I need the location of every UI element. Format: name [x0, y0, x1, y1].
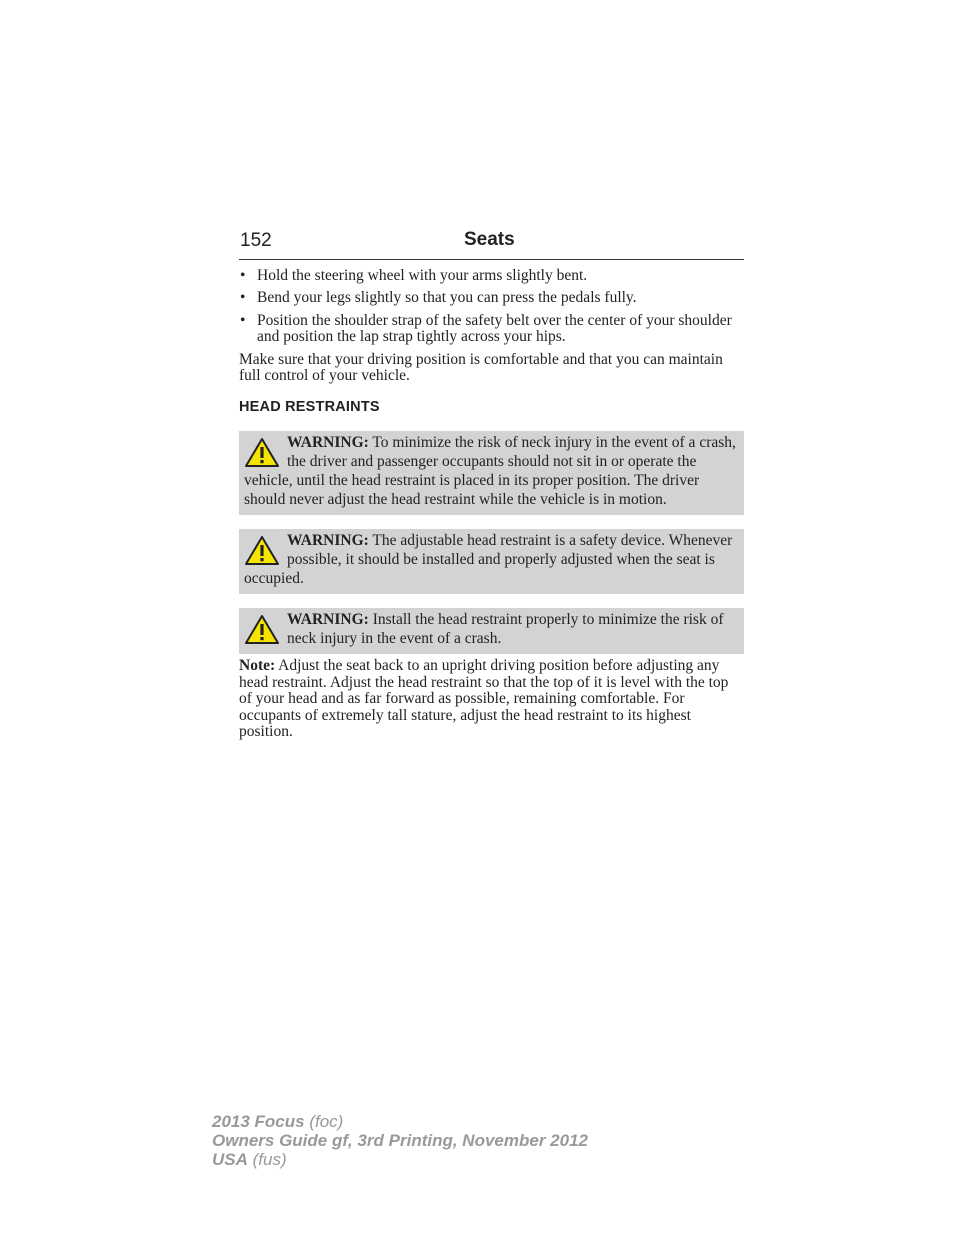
list-item [239, 268, 744, 284]
list-item [239, 290, 744, 306]
footer-line-model [212, 1112, 588, 1131]
footer-model: 2013 Focus [212, 1112, 305, 1131]
footer-model-code: (foc) [304, 1112, 344, 1131]
footer-line-region [212, 1150, 588, 1169]
warning-triangle-icon [244, 614, 280, 645]
note-text: Adjust the seat back to an upright driving position before adjusting any head restraint. Adjust the head restraint so that the top of it is level with the top of your head and as far forward as possible, remaining comfortable. For occupants of extremely tall stature, adjust the head restraint to its highest position. [239, 657, 729, 741]
warning-label: WARNING: [287, 611, 369, 629]
footer-region: USA [212, 1150, 248, 1169]
warning-text: Install the head restraint properly to minimize the risk of neck injury in the event of a crash. [287, 611, 724, 648]
warning-triangle-icon [244, 535, 280, 566]
page-number: 152 [240, 230, 272, 251]
list-item [239, 313, 744, 346]
bullet-glyph: • [240, 267, 246, 284]
note-paragraph [239, 658, 744, 740]
footer-line-printing: Owners Guide gf, 3rd Printing, November 2012 [212, 1131, 588, 1150]
warning-box [239, 529, 744, 594]
page-header [239, 228, 744, 260]
warning-triangle-icon [244, 437, 280, 468]
list-item-text: Bend your legs slightly so that you can press the pedals fully. [257, 289, 637, 307]
intro-paragraph: Make sure that your driving position is comfortable and that you can maintain full control of your vehicle. [239, 350, 723, 385]
footer-region-code: (fus) [247, 1150, 287, 1169]
warning-box [239, 608, 744, 654]
page-footer [212, 1112, 588, 1169]
bullet-glyph: • [240, 311, 246, 329]
manual-page [239, 228, 744, 740]
warning-box [239, 431, 744, 515]
list-item-text: Position the shoulder strap of the safety belt over the center of your shoulder and position the lap strap tightly across your hips. [257, 311, 732, 346]
warning-label: WARNING: [287, 532, 369, 550]
warning-label: WARNING: [287, 434, 369, 452]
subheading: HEAD RESTRAINTS [239, 399, 380, 416]
bullet-glyph: • [240, 289, 246, 307]
note-label: Note: [239, 657, 276, 675]
bullet-list [239, 268, 744, 346]
warning-text: To minimize the risk of neck injury in the event of a crash, the driver and passenger occupants should not sit in or operate the vehicle, until the head restraint is placed in its proper position. The driver should never adjust the head restraint while the vehicle is in motion. [244, 434, 736, 509]
warning-text: The adjustable head restraint is a safety device. Whenever possible, it should be installed and properly adjusted when the seat is occupied. [244, 532, 733, 588]
list-item-text: Hold the steering wheel with your arms slightly bent. [257, 267, 588, 284]
section-title: Seats [464, 229, 515, 250]
